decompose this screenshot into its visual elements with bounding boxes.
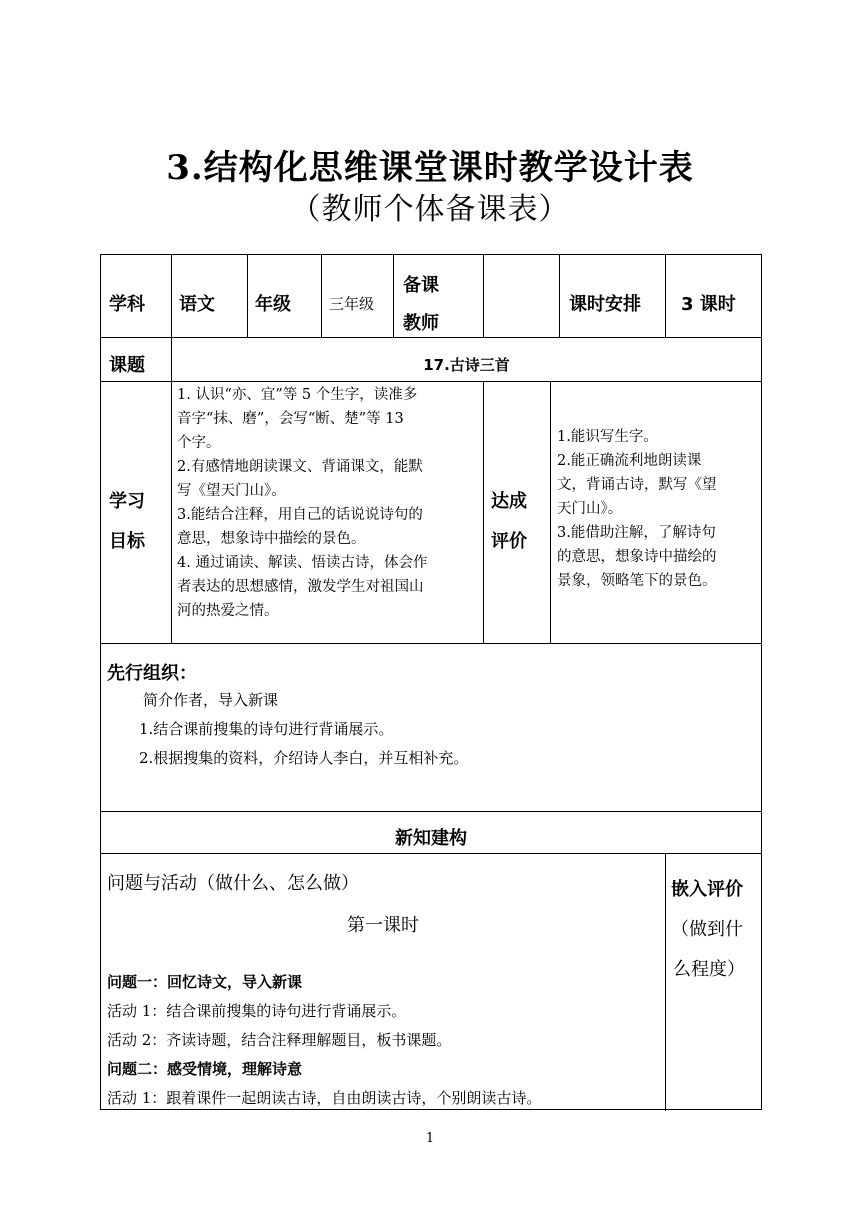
col-divider [171,255,172,643]
col-divider [665,255,666,337]
evaluation-line: 文，背诵古诗，默写《望 [557,477,717,493]
evaluation-line: 3.能借助注解，了解诗句 [557,525,716,541]
page-title: 3.结构化思维课堂课时教学设计表 [166,148,694,188]
embed-eval-label-line3: 么程度） [673,959,745,980]
advance-org-label: 先行组织： [107,663,197,684]
objective-line: 音字“抹、磨”，会写“断、楚”等 13 [177,411,404,427]
row-divider [101,643,761,644]
teacher-label-line2: 教师 [403,313,439,334]
objective-line: 1. 认识“亦、宜”等 5 个生字，读准多 [177,387,418,403]
objective-line: 4. 通过诵读、解读、悟读古诗，体会作 [177,555,428,571]
advance-org-line: 1.结合课前搜集的诗句进行背诵展示。 [139,720,394,738]
topic-label: 课题 [109,355,145,376]
evaluation-list [557,425,761,593]
objectives-label-line2: 目标 [109,531,145,552]
advance-org-line: 简介作者，导入新课 [143,691,279,709]
grade-label: 年级 [255,294,291,315]
embed-eval-label-line2: （做到什 [671,919,743,940]
lesson-title: 第一课时 [347,915,419,936]
q1-activity-2: 活动 2：齐读诗题，结合注释理解题目，板书课题。 [107,1031,452,1049]
col-divider [393,255,394,337]
evaluation-line: 1.能识写生字。 [557,429,658,445]
teacher-label-line1: 备课 [403,275,439,296]
col-divider [321,255,322,337]
page-subtitle: （教师个体备课表） [290,192,570,227]
row-divider [101,853,761,854]
schedule-label: 课时安排 [569,294,641,315]
subject-label: 学科 [109,294,145,315]
objective-line: 者表达的思想感情，激发学生对祖国山 [177,579,424,595]
topic-value: 17.古诗三首 [423,356,510,374]
evaluation-line: 2.能正确流利地朗读课 [557,453,702,469]
col-divider [665,853,666,1111]
q2-title: 问题二：感受情境，理解诗意 [107,1060,303,1078]
col-divider [550,381,551,643]
evaluation-line: 天门山》。 [557,501,623,517]
objective-line: 个字。 [177,435,221,451]
evaluation-line: 景象，领略笔下的景色。 [557,573,717,589]
activities-heading: 问题与活动（做什么、怎么做） [107,873,359,894]
q1-title: 问题一：回忆诗文，导入新课 [107,973,303,991]
row-divider [101,381,761,382]
objective-line: 写《望天门山》。 [177,483,286,499]
subject-value: 语文 [179,294,215,315]
objective-line: 意思，想象诗中描绘的景色。 [177,531,366,547]
evaluation-line: 的意思，想象诗中描绘的 [557,549,717,565]
schedule-value: 3 课时 [681,294,736,315]
objective-line: 2.有感情地朗读课文、背诵课文，能默 [177,459,423,475]
embed-eval-label-line1: 嵌入评价 [671,879,743,900]
objective-line: 河的热爱之情。 [177,603,279,619]
col-divider [483,255,484,337]
lesson-plan-table [100,254,762,1110]
q1-activity-1: 活动 1：结合课前搜集的诗句进行背诵展示。 [107,1002,407,1020]
evaluation-label-line1: 达成 [491,491,527,512]
evaluation-label-line2: 评价 [491,531,527,552]
objectives-label-line1: 学习 [109,491,145,512]
row-divider [101,811,761,812]
q2-activity-1: 活动 1：跟着课件一起朗读古诗，自由朗读古诗，个别朗读古诗。 [107,1089,542,1107]
col-divider [559,255,560,337]
row-divider [101,337,761,338]
page-number: 1 [425,1131,435,1146]
advance-org-line: 2.根据搜集的资料，介绍诗人李白，并互相补充。 [139,749,469,767]
new-knowledge-header: 新知建构 [395,828,467,849]
objective-line: 3.能结合注释，用自己的话说说诗句的 [177,507,423,523]
col-divider [247,255,248,337]
grade-value: 三年级 [329,295,375,313]
col-divider [483,381,484,643]
objectives-list [177,383,483,623]
